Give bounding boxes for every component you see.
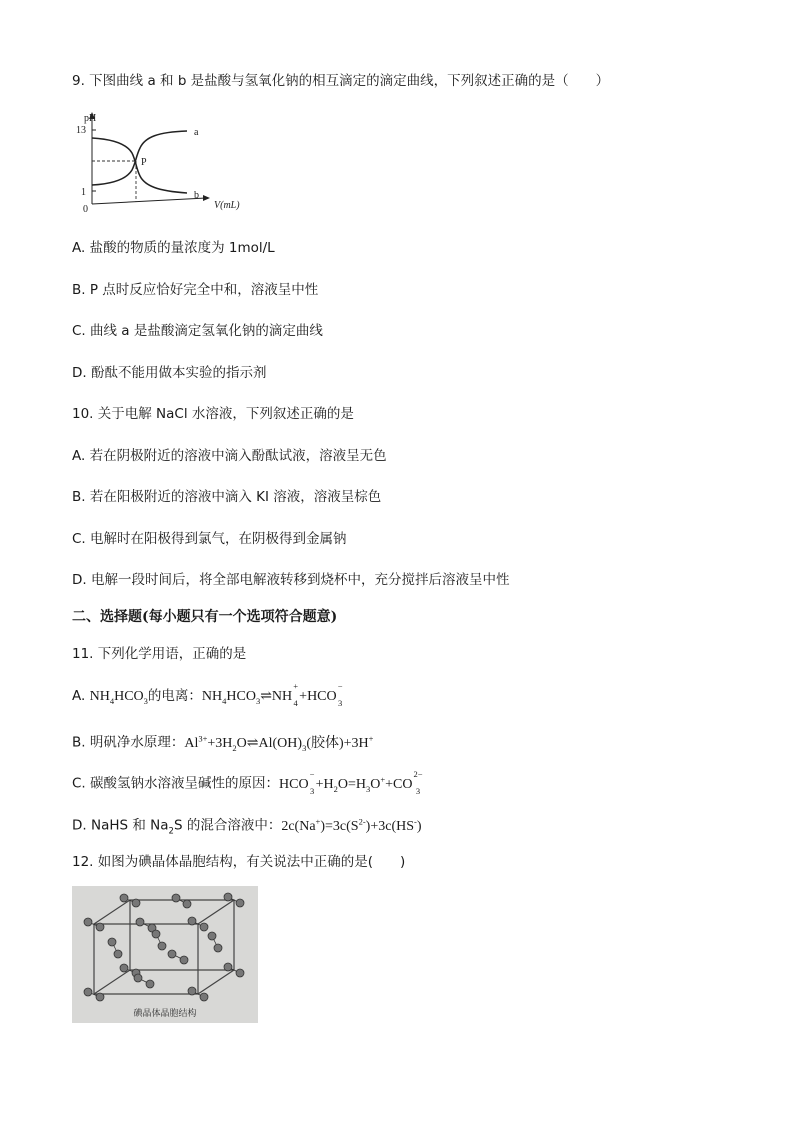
q10-option-a: A. 若在阴极附近的溶液中滴入酚酞试液，溶液呈无色 (72, 448, 387, 464)
curve-b (92, 138, 187, 193)
iodine-atom (188, 917, 196, 925)
q11-option-a: A. $NH_4HCO_3$的电离：$NH_4HCO_3\rightleftharpoons NH$ + 4 +HCO − 3 (72, 681, 343, 708)
iodine-atom (136, 918, 144, 926)
iodine-atom (208, 932, 216, 940)
iodine-atom (108, 938, 116, 946)
iodine-atom (158, 942, 166, 950)
iodine-atom (96, 923, 104, 931)
curve-a-label: a (194, 127, 199, 138)
iodine-atom (200, 923, 208, 931)
iodine-atom (183, 900, 191, 908)
cube-edge (198, 970, 234, 994)
y-axis-label: pH (84, 113, 97, 124)
x-axis-label: V(mL) (214, 200, 240, 211)
section-2-heading: 二、选择题(每小题只有一个选项符合题意) (72, 609, 338, 625)
q9-option-a: A. 盐酸的物质的量浓度为 1mol/L (72, 240, 275, 256)
iodine-atom (134, 974, 142, 982)
q9-option-d: D. 酚酞不能用做本实验的指示剂 (72, 365, 267, 381)
iodine-atom (180, 956, 188, 964)
crystal-figure-caption: 碘晶体晶胞结构 (133, 1009, 197, 1019)
iodine-atom (224, 963, 232, 971)
origin-label: 0 (83, 204, 88, 214)
iodine-atom (120, 894, 128, 902)
q11-option-c: C. 碳酸氢钠水溶液呈碱性的原因：HCO − 3 $+H_2O=H_3O^++CO$ 2− 3 (72, 768, 423, 796)
point-p-label: P (141, 157, 147, 168)
iodine-atom (84, 918, 92, 926)
iodine-atom (214, 944, 222, 952)
iodine-atom (132, 899, 140, 907)
x-axis (92, 198, 206, 204)
iodine-atom (146, 980, 154, 988)
iodine-atom (236, 969, 244, 977)
iodine-atom (224, 893, 232, 901)
q9-option-c: C. 曲线 a 是盐酸滴定氢氧化钠的滴定曲线 (72, 323, 323, 339)
iodine-atom (114, 950, 122, 958)
q10-option-b: B. 若在阳极附近的溶液中滴入 KI 溶液，溶液呈棕色 (72, 489, 382, 505)
titration-curve-figure (72, 110, 252, 214)
q10-option-c: C. 电解时在阳极得到氯气，在阴极得到金属钠 (72, 531, 347, 547)
curve-b-label: b (194, 190, 199, 201)
iodine-atom (236, 899, 244, 907)
iodine-atom (152, 930, 160, 938)
iodine-atom (172, 894, 180, 902)
tick-1-label: 1 (81, 187, 86, 198)
q9-option-b: B. P 点时反应恰好完全中和，溶液呈中性 (72, 282, 319, 298)
q10-option-d: D. 电解一段时间后，将全部电解液转移到烧杯中，充分搅拌后溶液呈中性 (72, 572, 510, 588)
q11-option-d: D. NaHS 和 $Na_2S$ 的混合溶液中：$2c(Na^+)=3c(S^{2-})+3c(HS^-)$ (72, 816, 422, 837)
q9-stem: 9. 下图曲线 a 和 b 是盐酸与氢氧化钠的相互滴定的滴定曲线，下列叙述正确的是（ ） (72, 73, 610, 89)
iodine-atom (200, 993, 208, 1001)
q12-stem: 12. 如图为碘晶体晶胞结构，有关说法中正确的是( ) (72, 854, 406, 870)
tick-13-label: 13 (76, 125, 86, 136)
cube-edge (94, 900, 130, 924)
iodine-atom (168, 950, 176, 958)
cube-edge (94, 970, 130, 994)
iodine-crystal-unit-cell-figure (72, 886, 258, 1023)
q10-stem: 10. 关于电解 NaCl 水溶液，下列叙述正确的是 (72, 406, 354, 422)
iodine-atom (96, 993, 104, 1001)
q11-stem: 11. 下列化学用语，正确的是 (72, 646, 247, 662)
cube-edge (198, 900, 234, 924)
iodine-atom (84, 988, 92, 996)
x-axis-arrow (203, 195, 210, 201)
iodine-atom (120, 964, 128, 972)
iodine-atom (188, 987, 196, 995)
q11-option-b: B. 明矾净水原理：$Al^{3+}+3H_2O\rightleftharpoons Al(OH)_3$(胶体)+3H+ (72, 733, 374, 753)
